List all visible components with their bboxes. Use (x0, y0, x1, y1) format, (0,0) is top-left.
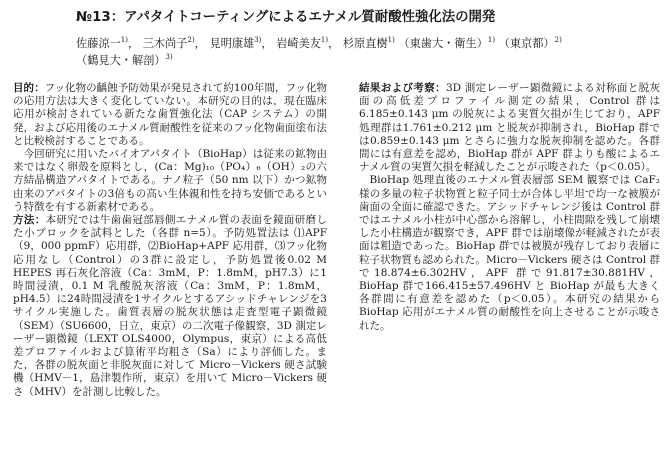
author-separator: ， (261, 37, 273, 50)
result-label: 結果および考察： (359, 82, 446, 94)
affiliation-mark: 3) (165, 53, 173, 61)
purpose-label: 目的： (13, 82, 45, 94)
author-name: 見明康雄 (209, 37, 255, 50)
affiliation-name: （東歯大・衛生） (398, 37, 488, 50)
sem-paragraph: BioHap 処理直後のエナメル質表層部 SEM 観察では CaF₂様の多量の粒子状物質と粒子同士が合体し平坦で均一な被膜が歯面の全面に確認できた。アシッドチャレンジ後は Control 群ではエナメル小柱が中心部から溶解し，小柱間隙を残して崩壊した小柱構造が観察でき，APF 群では崩壊像が軽減されたが表面は粗造であった。BioHap 群では被膜が残存しており表層に粒子状物質も認められた。Micro－Vickers 硬さは Control 群で18.874±6.302HV，APF 群で91.817±30.881HV，BioHap 群で166.415±57.496HV と BioHap が最も大きく各群間に有意差を認めた（p＜0.05）。本研究の結果から BioHap 応用がエナメル質の耐酸性を向上させることが示唆された。 (359, 174, 660, 332)
affiliation-mark: 1) (320, 36, 329, 44)
author-name: 岩崎美友 (276, 37, 321, 50)
author-separator: ， (328, 37, 340, 50)
abstract-title: №13：アパタイトコーティングによるエナメル質耐酸性強化法の開発 (76, 10, 496, 25)
affiliation-mark: 1) (487, 36, 496, 44)
affiliation-mark: 2) (187, 36, 195, 44)
affiliation-mark: 3) (254, 36, 262, 44)
affiliation-name: （鶴見大・解剖） (76, 54, 166, 67)
left-column (13, 82, 327, 399)
author-name: 三木尚子 (142, 37, 188, 50)
result-text: 3D 測定レーザー顕微鏡による対称面と脱灰面の高低差プロファイル測定の結果，Control 群は6.185±0.143 μm の脱灰による実質欠損が生じており，APF 処理群は1.761±0.212 μm と脱灰が抑制され，BioHap 群では0.859±0.143 μm とさらに強力な脱灰抑制を認めた。各群間には有意差を認め，BioHap 群が APF 群よりも酸によるエナメル質の実質欠損を軽減したことが示唆された（p＜0.05）。 (359, 82, 661, 174)
purpose-paragraph (13, 82, 327, 148)
result-paragraph (359, 82, 660, 174)
affiliation-name: （東京都） (498, 37, 555, 50)
method-text: 本研究では牛歯歯冠部唇側エナメル質の表面を鏡面研磨した小ブロックを試料とした（各群 n=5）。予防処置法は ⑴APF（9，000 ppmF）応用群，⑵BioHap+APF 応用群，⑶フッ化物応用なし（Control）の3群に設定し，予防処置後0.02 M HEPES 再石灰化溶液（Ca：3mM，P：1.8mM，pH7.3）に1時間浸漬，0.1 M 乳酸脱灰溶液（Ca：3mM，P：1.8mM，pH4.5）に24時間浸漬を1サイクルとするアシッドチャレンジを3サイクル実施した。歯質表層の脱灰状態は走査型電子顕微鏡（SEM）（SU6600，日立，東京）の二次電子像観察，3D 測定レーザー顕微鏡（LEXT OLS4000，Olympus，東京）による高低差プロファイルおよび算術平均粗さ（Sa）により評価した。また，各群の脱灰面と非脱灰面に対して Micro－Vickers 硬さ試験機（HMV－1，島津製作所，東京）を用いて Micro－Vickers 硬さ（MHV）を計測し比較した。 (13, 214, 327, 398)
method-label: 方法： (13, 214, 46, 227)
right-column (359, 82, 660, 333)
purpose-text: フッ化物の齲蝕予防効果が発見されて約100年間，フッ化物の応用方法は大きく変化していない。本研究の目的は，現在臨床応用が検討されている新たな歯質強化法（CAP システム）の開発，および応用後のエナメル質耐酸性を従来のフッ化物歯面塗布法と比較検討することである。 (13, 82, 327, 147)
affiliation-mark: 2) (554, 36, 562, 44)
author-name: 佐藤涼一 (76, 37, 121, 50)
author-list (76, 35, 666, 69)
author-separator: ， (194, 37, 206, 50)
author-separator: ， (127, 37, 140, 50)
affiliation-mark: 1) (120, 36, 128, 44)
biohap-paragraph: 今回研究に用いたバイオアパタイト（BioHap）は従来の鉱物由来ではなく卵殻を原料とし，(Ca：Mg)₁₀（PO₄）₆（OH）₂の六方結晶構造アパタイトである。ナノ粒子（50 nm 以下）かつ鉱物由来のアパタイトの3倍もの高い生体親和性を持ち安価であるという特徴を有する新素材である。 (13, 148, 327, 213)
affiliation-mark: 1) (387, 36, 395, 44)
method-paragraph (13, 214, 327, 399)
author-name: 杉原直樹 (342, 37, 388, 50)
